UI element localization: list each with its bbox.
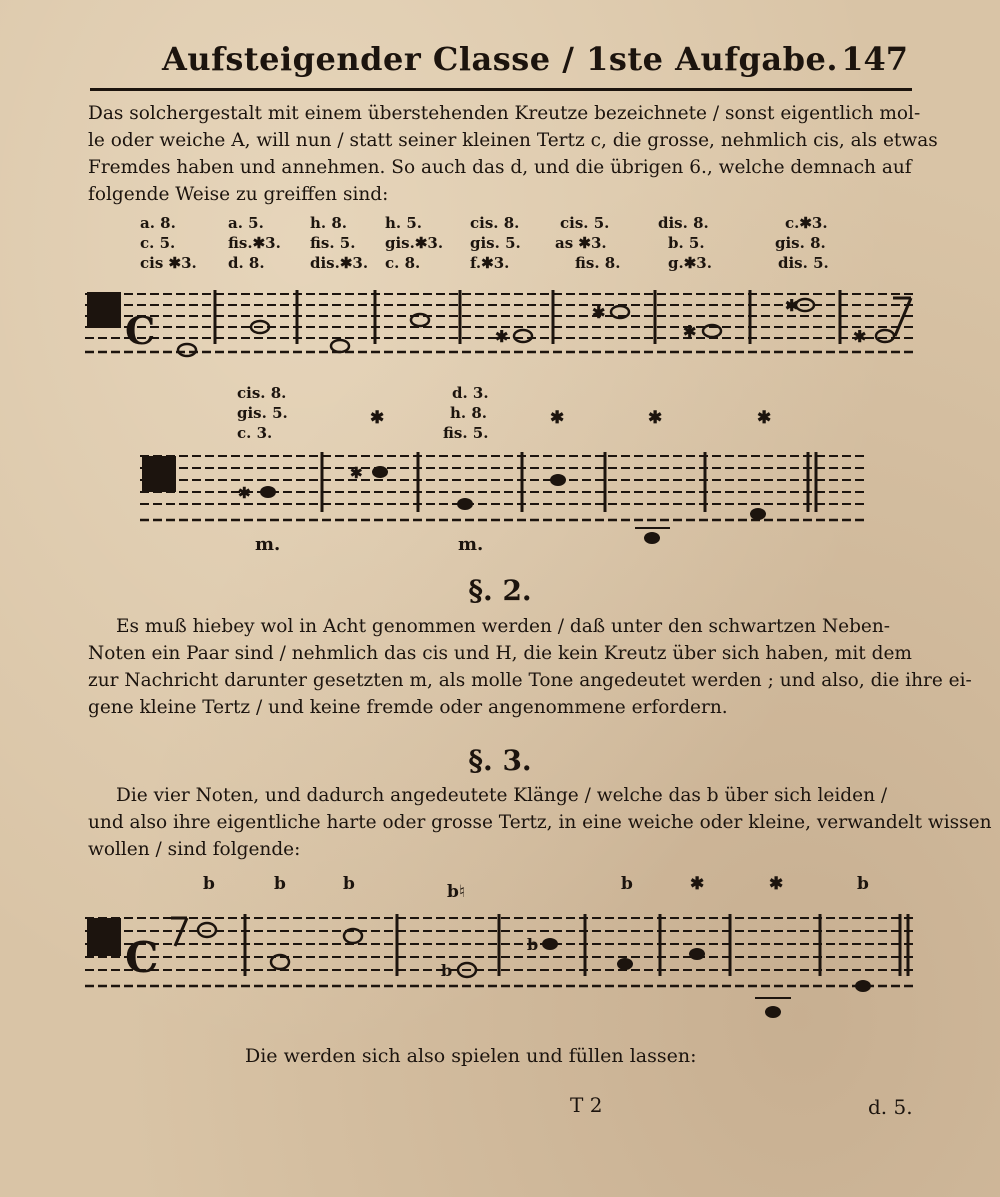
- figure-label: fis. 8.: [575, 254, 621, 272]
- sharp-icon: ✱: [495, 327, 509, 346]
- note-black: [457, 498, 473, 510]
- mark-m: m.: [255, 534, 281, 555]
- figure-label: b. 5.: [668, 234, 705, 252]
- sharp-icon: ✱: [757, 408, 772, 428]
- c-clef-icon: [87, 292, 121, 328]
- note-half: [514, 330, 532, 342]
- text-line: folgende Weise zu greiffen sind:: [88, 184, 389, 205]
- note-half: [411, 314, 429, 326]
- note-black: [260, 486, 276, 498]
- figure-label: cis. 8.: [237, 384, 287, 402]
- figure-label: as ✱3.: [555, 234, 607, 252]
- text-line: le oder weiche A, will nun / statt seiner kleinen Tertz c, die grosse, nehmlich cis, als etwas: [88, 130, 938, 151]
- text-line: zur Nachricht darunter gesetzten m, als molle Tone angedeutet werden ; und also, die ihre ei-: [88, 670, 972, 691]
- figure-label: c. 8.: [385, 254, 421, 272]
- figure1-figures: [140, 214, 900, 284]
- sharp-icon: ✱: [238, 484, 251, 502]
- flat-icon: b: [203, 874, 215, 894]
- flat-natural-icon: b♮: [447, 882, 465, 902]
- figure-label: cis ✱3.: [140, 254, 197, 272]
- figure-label: cis. 5.: [560, 214, 610, 232]
- text-line: Noten ein Paar sind / nehmlich das cis und H, die kein Kreutz über sich haben, mit dem: [88, 643, 912, 664]
- figure-label: fis. 5.: [443, 424, 489, 442]
- figure-label: gis. 5.: [237, 404, 288, 422]
- text-line: und also ihre eigentliche harte oder grosse Tertz, in eine weiche oder kleine, verwandelt wissen: [88, 812, 992, 833]
- section3-paragraph: [88, 782, 992, 863]
- figure-label: fis.✱3.: [228, 234, 281, 252]
- figure-label: h. 5.: [385, 214, 423, 232]
- figure-label: g.✱3.: [668, 254, 712, 272]
- flat-icon: b: [274, 874, 286, 894]
- sharp-icon: ✱: [853, 327, 867, 346]
- figure1-staff: [85, 288, 915, 368]
- figure3-staff: [85, 912, 915, 1022]
- figure-label: c. 5.: [140, 234, 176, 252]
- figure-label: cis. 8.: [470, 214, 520, 232]
- signature-mark: T 2: [570, 1093, 603, 1117]
- figure-label: dis. 5.: [778, 254, 829, 272]
- note-half: [178, 344, 196, 356]
- figure-label: fis. 5.: [310, 234, 356, 252]
- intro-paragraph: [88, 100, 938, 208]
- note-black: [542, 938, 558, 950]
- sharp-icon: ✱: [550, 408, 565, 428]
- text-line: Das solchergestalt mit einem überstehenden Kreutze bezeichnete / sonst eigentlich mol-: [88, 103, 921, 124]
- figure2-staff: [140, 450, 865, 550]
- section-heading: §. 2.: [468, 574, 532, 607]
- text-line: Fremdes haben und annehmen. So auch das d, und die übrigen 6., welche demnach auf: [88, 157, 912, 178]
- sharp-icon: ✱: [769, 874, 784, 894]
- common-time-icon: C: [125, 933, 159, 982]
- section2-paragraph: [88, 613, 972, 721]
- page-number: 147: [841, 40, 908, 78]
- text-line: wollen / sind folgende:: [88, 839, 301, 860]
- note-black: [617, 958, 633, 970]
- figure-label: d. 3.: [452, 384, 489, 402]
- flat-icon: b: [621, 874, 633, 894]
- flat-icon: b: [343, 874, 355, 894]
- figure-label: gis. 8.: [775, 234, 826, 252]
- running-title: Aufsteigender Classe / 1ste Aufgabe.: [161, 40, 839, 78]
- text-line: gene kleine Tertz / und keine fremde oder angenommene erfordern.: [88, 697, 728, 718]
- note-black: [689, 948, 705, 960]
- header-rule: [90, 88, 912, 91]
- figure-label: c. 3.: [237, 424, 273, 442]
- flat-icon: b: [527, 935, 539, 954]
- note-black: [855, 980, 871, 992]
- figure-label: h. 8.: [450, 404, 488, 422]
- c-clef-icon: [142, 456, 176, 492]
- flat-icon: b: [857, 874, 869, 894]
- figure-label: a. 8.: [140, 214, 176, 232]
- text-line: Die vier Noten, und dadurch angedeutete Klänge / welche das b über sich leiden /: [116, 785, 888, 806]
- c-clef-icon: [87, 918, 121, 956]
- note-black: [372, 466, 388, 478]
- sharp-icon: ✱: [785, 296, 799, 315]
- sharp-icon: ✱: [592, 303, 606, 322]
- catchword: d. 5.: [868, 1095, 913, 1119]
- flat-icon: b: [441, 961, 453, 980]
- sharp-icon: ✱: [370, 408, 385, 428]
- note-half: [331, 340, 349, 352]
- note-half: [876, 330, 894, 342]
- figure-label: f.✱3.: [470, 254, 510, 272]
- figure-label: gis.✱3.: [385, 234, 444, 252]
- mark-m: m.: [458, 534, 484, 555]
- figure-label: gis. 5.: [470, 234, 521, 252]
- sharp-icon: ✱: [683, 322, 697, 341]
- sharp-icon: ✱: [350, 464, 363, 482]
- sharp-icon: ✱: [690, 874, 705, 894]
- figure-label: d. 8.: [228, 254, 265, 272]
- figure-label: c.✱3.: [785, 214, 828, 232]
- sharp-icon: ✱: [648, 408, 663, 428]
- note-black: [550, 474, 566, 486]
- figure-label: h. 8.: [310, 214, 348, 232]
- common-time-icon: C: [125, 308, 156, 353]
- closing-line: Die werden sich also spielen und füllen lassen:: [245, 1045, 697, 1067]
- figure-label: dis.✱3.: [310, 254, 369, 272]
- note-black: [750, 508, 766, 520]
- section-heading: §. 3.: [468, 744, 532, 777]
- figure-label: dis. 8.: [658, 214, 709, 232]
- note-black: [644, 532, 660, 544]
- text-line: Es muß hiebey wol in Acht genommen werden / daß unter den schwartzen Neben-: [116, 616, 891, 637]
- note-black: [765, 1006, 781, 1018]
- figure-label: a. 5.: [228, 214, 264, 232]
